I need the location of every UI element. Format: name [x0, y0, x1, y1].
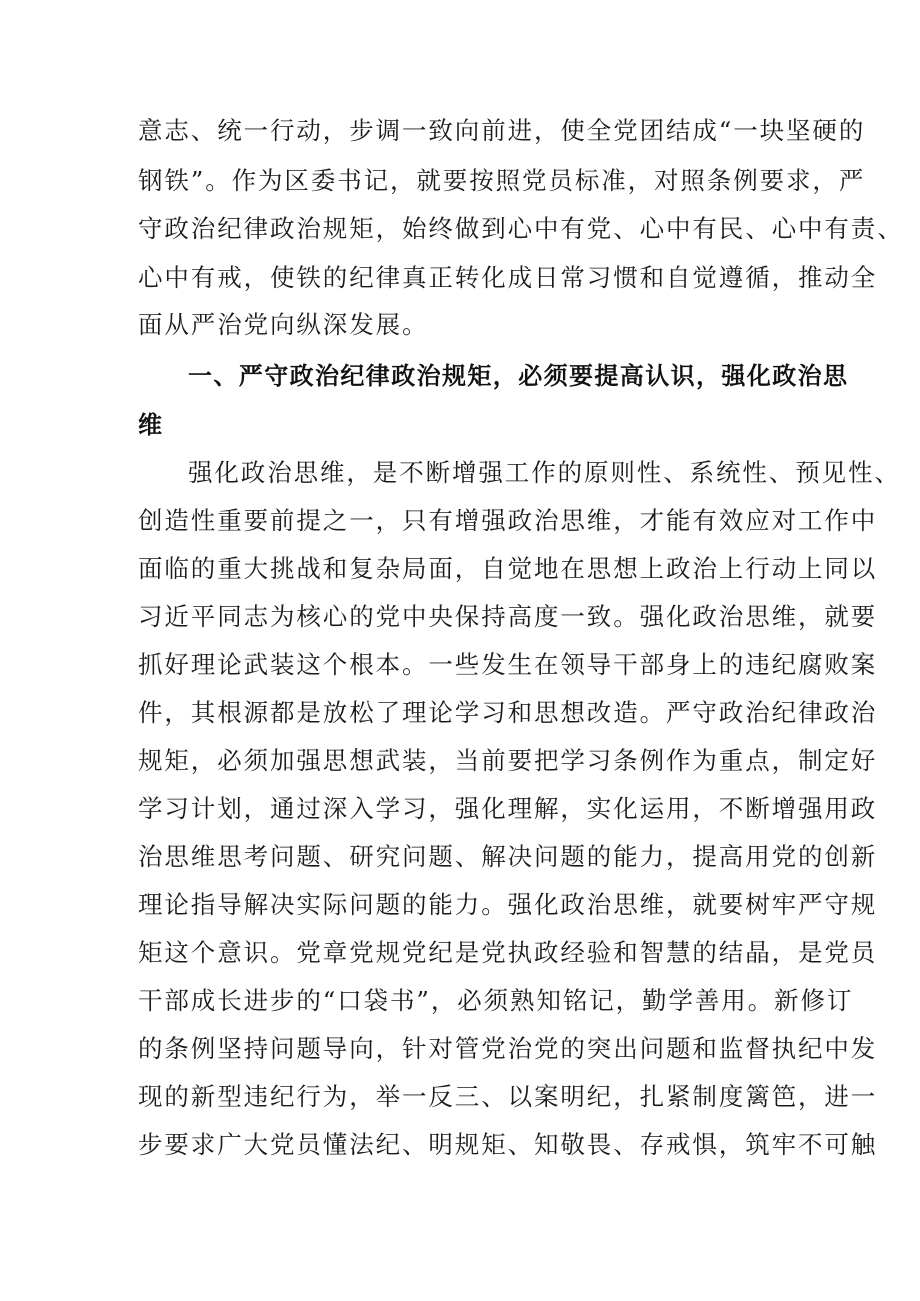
body-line: 创造性重要前提之一，只有增强政治思维，才能有效应对工作中: [138, 506, 878, 535]
body-line: 学习计划，通过深入学习，强化理解，实化运用，不断增强用政: [138, 794, 878, 823]
body-line: 理论指导解决实际问题的能力。强化政治思维，就要树牢严守规: [138, 890, 878, 919]
intro-line: 面从严治党向纵深发展。: [138, 310, 429, 339]
body-line: 面临的重大挑战和复杂局面，自觉地在思想上政治上行动上同以: [138, 554, 878, 583]
body-line: 强化政治思维，是不断增强工作的原则性、系统性、预见性、: [188, 458, 901, 487]
body-line: 现的新型违纪行为，举一反三、以案明纪，扎紧制度篱笆，进一: [138, 1082, 878, 1111]
body-line: 抓好理论武装这个根本。一些发生在领导干部身上的违纪腐败案: [138, 650, 878, 679]
body-line: 干部成长进步的“口袋书”，必须熟知铭记，勤学善用。新修订: [138, 986, 854, 1015]
body-line: 矩这个意识。党章党规党纪是党执政经验和智慧的结晶，是党员: [138, 938, 878, 967]
intro-line: 守政治纪律政治规矩，始终做到心中有党、心中有民、心中有责、: [138, 214, 904, 243]
body-line: 的条例坚持问题导向，针对管党治党的突出问题和监督执纪中发: [138, 1034, 878, 1063]
body-line: 件，其根源都是放松了理论学习和思想改造。严守政治纪律政治: [138, 698, 878, 727]
intro-line: 意志、统一行动，步调一致向前进，使全党团结成“一块坚硬的: [138, 116, 866, 145]
section-heading: 一、严守政治纪律政治规矩，必须要提高认识，强化政治思: [188, 362, 849, 390]
body-line: 治思维思考问题、研究问题、解决问题的能力，提高用党的创新: [138, 842, 878, 871]
intro-line: 心中有戒，使铁的纪律真正转化成日常习惯和自觉遵循，推动全: [138, 263, 878, 292]
intro-line: 钢铁”。作为区委书记，就要按照党员标准，对照条例要求，严: [138, 166, 866, 195]
body-line: 步要求广大党员懂法纪、明规矩、知敬畏、存戒惧，筑牢不可触: [138, 1130, 878, 1159]
body-line: 规矩，必须加强思想武装，当前要把学习条例作为重点，制定好: [138, 746, 878, 775]
body-line: 习近平同志为核心的党中央保持高度一致。强化政治思维，就要: [138, 602, 878, 631]
section-heading-continuation: 维: [138, 411, 164, 439]
